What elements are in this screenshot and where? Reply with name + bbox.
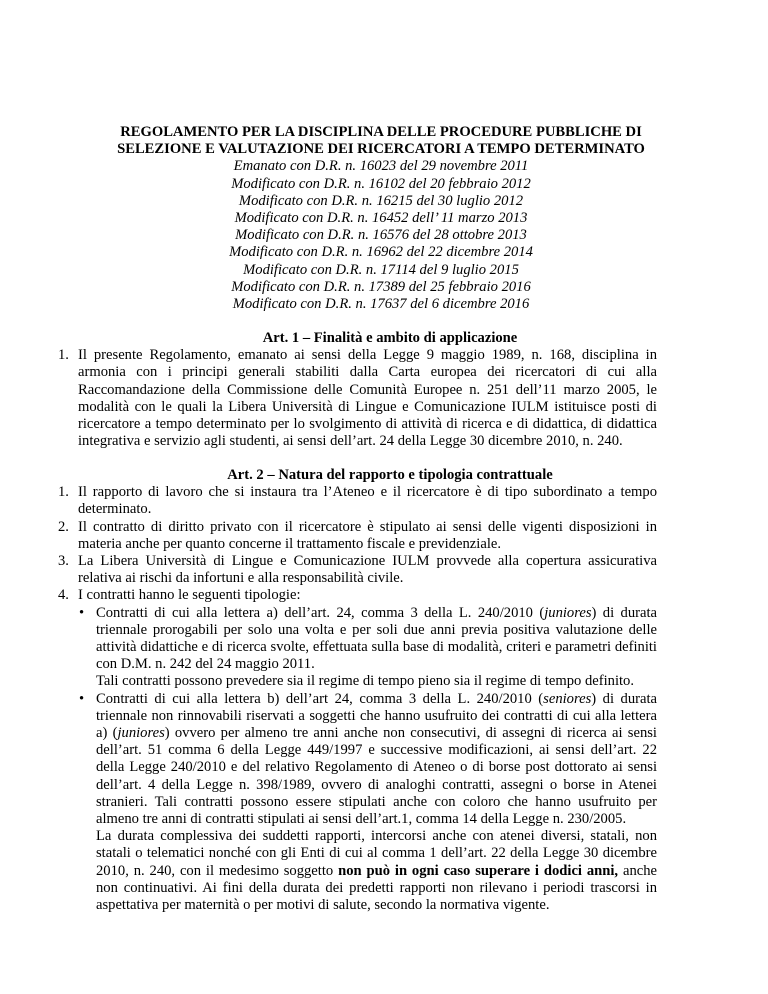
document-title: REGOLAMENTO PER LA DISCIPLINA DELLE PROCEDURE PUBBLICHE DI SELEZIONE E VALUTAZIONE DEI RICERCATORI A TEMPO DETERMINATO <box>117 124 645 158</box>
paragraph-text: La Libera Università di Lingue e Comunicazione IULM provvede alla copertura assicurativa relativa ai rischi da infortuni e alla responsabilità civile. <box>78 553 657 587</box>
article-1 <box>0 330 768 450</box>
contract-type-text: Contratti di cui alla lettera a) dell’art. 24, comma 3 della L. 240/2010 (juniores) di durata triennale prorogabili per solo una volta e per soli due anni previa positiva valutazione delle attività didattiche e di ricerca svolte, effettuata sulla base di modalità, criteri e parametri definiti con D.M. n. 242 del 24 maggio 2011. <box>96 604 657 673</box>
paragraph-number: 3. <box>58 553 69 570</box>
decree-line: Modificato con D.R. n. 17637 del 6 dicembre 2016 <box>232 296 530 313</box>
article-2 <box>0 467 768 914</box>
bullet-icon: • <box>79 690 85 707</box>
decree-line: Modificato con D.R. n. 16452 dell’ 11 marzo 2013 <box>234 210 528 227</box>
article-heading: Art. 1 – Finalità e ambito di applicazione <box>262 330 518 346</box>
decree-line: Modificato con D.R. n. 16102 del 20 febbraio 2012 <box>231 175 531 192</box>
decree-line: Emanato con D.R. n. 16023 del 29 novembre 2011 <box>233 158 529 175</box>
paragraph-number: 1. <box>58 347 69 364</box>
paragraph <box>0 587 657 914</box>
article-heading: Art. 2 – Natura del rapporto e tipologia contrattuale <box>227 467 553 483</box>
title-block <box>96 124 666 313</box>
contract-type-item <box>78 691 657 915</box>
paragraph <box>0 347 657 450</box>
paragraph-text: Il presente Regolamento, emanato ai sensi della Legge 9 maggio 1989, n. 168, disciplina in armonia con i principi generali stabiliti dalla Carta europea dei ricercatori di cui alla Raccomandazione della Commissione delle Comunità Europee n. 251 dell’11 marzo 2005, le modalità con le quali la Libera Università di Lingue e Comunicazione IULM istituisce posti di ricercatore a tempo determinato per lo svolgimento di attività di ricerca e di didattica, di didattica integrativa e servizio agli studenti, ai sensi dell’art. 24 della Legge 30 dicembre 2010, n. 240. <box>78 347 657 450</box>
paragraph-number: 2. <box>58 518 69 535</box>
paragraph-list <box>0 484 768 914</box>
contract-type-text: Contratti di cui alla lettera b) dell’art 24, comma 3 della L. 240/2010 (seniores) di durata triennale non rinnovabili riservati a soggetti che hanno usufruito dei contratti di cui alla lettera a) (juniores) ovvero per almeno tre anni anche non consecutivi, di assegni di ricerca ai sensi dell’art. 51 comma 6 della Legge 449/1997 e successive modificazioni, ai sensi dell’art. 22 della Legge 240/2010 e del relativo Regolamento di Ateneo o di borse post dottorato ai sensi dell’art. 4 della Legge n. 398/1989, ovvero di analoghi contratti, assegni o borse in Atenei stranieri. Tali contratti possono essere stipulati anche con coloro che hanno usufruito per almeno tre anni di contratti stipulati ai sensi dell’art.1, comma 14 della Legge n. 230/2005. <box>96 690 657 828</box>
paragraph <box>0 484 657 518</box>
paragraph-list <box>0 347 768 450</box>
paragraph-number: 1. <box>58 484 69 501</box>
paragraph-text: Il contratto di diritto privato con il ricercatore è stipulato ai sensi delle vigenti disposizioni in materia anche per quanto concerne il trattamento fiscale e previdenziale. <box>78 518 657 552</box>
paragraph <box>0 519 657 553</box>
decree-line: Modificato con D.R. n. 17389 del 25 febbraio 2016 <box>231 278 531 295</box>
decree-line: Modificato con D.R. n. 16962 del 22 dicembre 2014 <box>229 244 533 261</box>
decree-list <box>96 158 666 313</box>
contract-type-note: La durata complessiva dei suddetti rapporti, intercorsi anche con atenei diversi, statali, non statali o telematici nonché con gli Enti di cui al comma 1 dell’art. 22 della Legge 30 dicembre 2010, n. 240, con il medesimo soggetto non può in ogni caso superare i dodici anni, anche non continuativi. Ai fini della durata dei predetti rapporti non rilevano i periodi trascorsi in aspettativa per maternità o per motivi di salute, secondo la normativa vigente. <box>96 828 657 914</box>
bullet-icon: • <box>79 604 85 621</box>
paragraph <box>0 553 657 587</box>
paragraph-text: Il rapporto di lavoro che si instaura tra l’Ateneo e il ricercatore è di tipo subordinato a tempo determinato. <box>78 484 657 518</box>
decree-line: Modificato con D.R. n. 16215 del 30 luglio 2012 <box>238 192 524 209</box>
paragraph-number: 4. <box>58 587 69 604</box>
decree-line: Modificato con D.R. n. 17114 del 9 luglio 2015 <box>243 261 519 278</box>
contract-type-note: Tali contratti possono prevedere sia il regime di tempo pieno sia il regime di tempo definito. <box>96 673 634 690</box>
contract-type-item <box>78 605 657 691</box>
paragraph-text: I contratti hanno le seguenti tipologie: <box>78 587 301 604</box>
decree-line: Modificato con D.R. n. 16576 del 28 ottobre 2013 <box>235 227 527 244</box>
contract-type-list <box>78 605 657 915</box>
